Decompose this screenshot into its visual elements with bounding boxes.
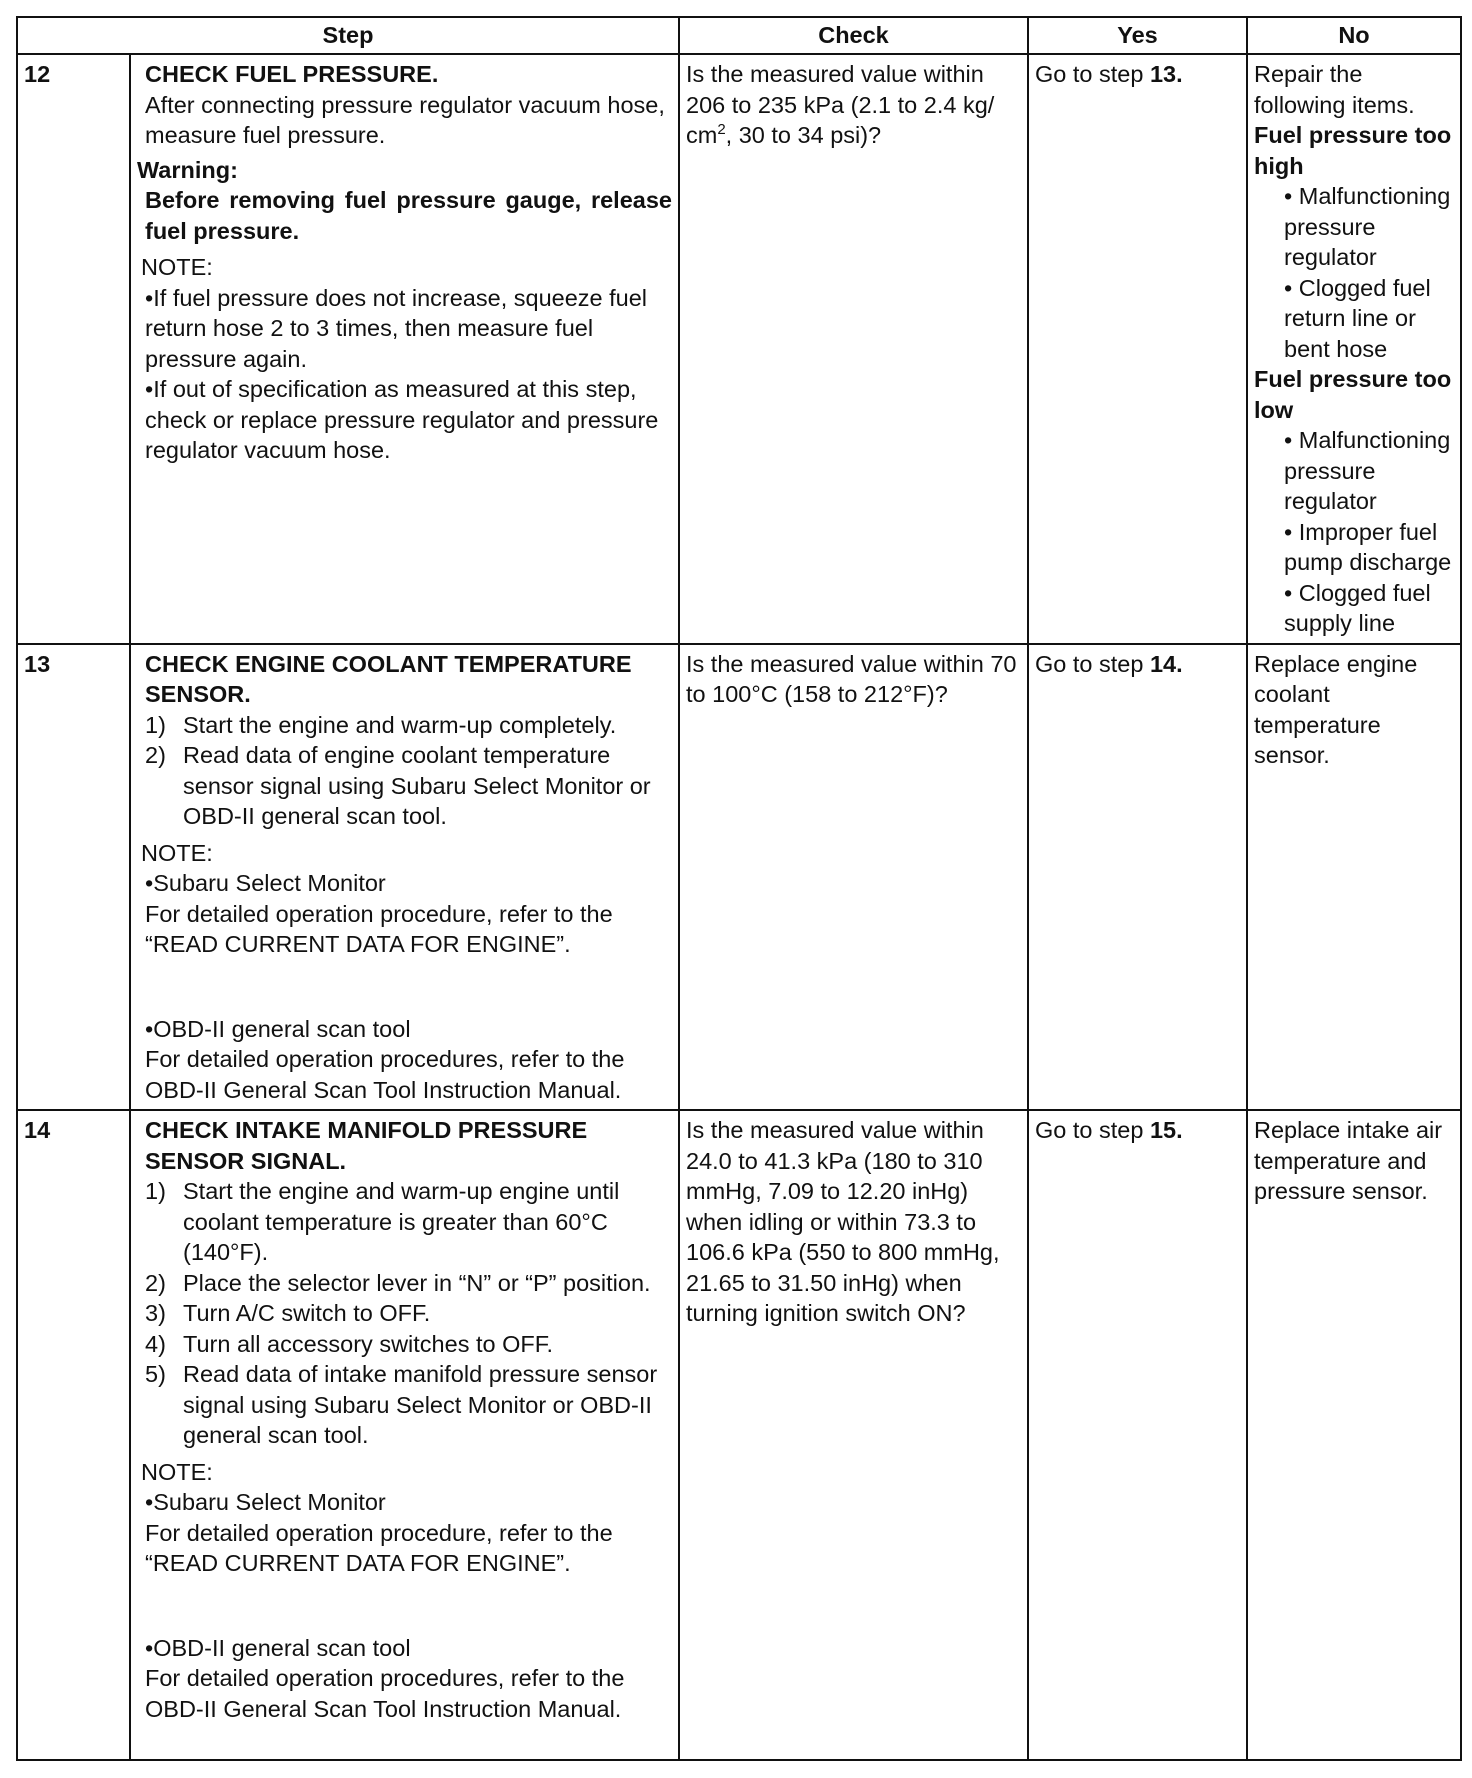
procedure-step: 1) Start the engine and warm-up completely. [145,711,617,738]
step-number: 14 [17,1110,130,1760]
header-yes: Yes [1028,17,1247,54]
procedure-step: 4) Turn all accessory switches to OFF. [145,1330,554,1357]
yes-prefix: Go to step [1035,61,1150,87]
diagnostic-table-container [16,16,1462,1761]
yes-step-link[interactable]: 15. [1149,1117,1183,1143]
table-header-row [17,17,1461,54]
note-item-text: For detailed operation procedure, refer to the “READ CURRENT DATA FOR ENGINE”. [145,900,613,957]
no-group-heading: Fuel pressure too low [1254,366,1452,423]
note-label: NOTE: [141,254,213,280]
procedure-step: 3) Turn A/C switch to OFF. [145,1300,431,1326]
step-title: CHECK INTAKE MANIFOLD PRESSURE SENSOR SIGNAL. [145,1117,588,1174]
bullet-icon: • [1284,274,1293,301]
header-no: No [1247,17,1461,54]
step-title: CHECK FUEL PRESSURE. [145,61,439,87]
table-row [17,54,1461,644]
procedure-step: 2) Place the selector lever in “N” or “P” position. [145,1269,651,1296]
table-row [17,644,1461,1111]
yes-step-link[interactable]: 13. [1149,61,1183,87]
list-item: • Malfunctioning pressure regulator [1284,183,1451,270]
list-item: • Clogged fuel return line or bent hose [1284,274,1431,362]
check-cell: Is the measured value within 24.0 to 41.3 kPa (180 to 310 mmHg, 7.09 to 12.20 inHg) when idling or within 73.3 to 106.6 kPa (550 to 800 mmHg, 21.65 to 31.50 inHg) when turning ignition switch ON? [679,1110,1028,1760]
step-description [130,1110,679,1760]
procedure-step: 1) Start the engine and warm-up engine until coolant temperature is greater than 60°C (140°F). [145,1178,620,1265]
yes-cell [1028,644,1247,1111]
no-cell: Replace intake air temperature and pressure sensor. [1247,1110,1461,1760]
note-item-text: For detailed operation procedures, refer to the OBD-II General Scan Tool Instruction Manual. [145,1046,625,1103]
note-item-title: •Subaru Select Monitor [145,1489,386,1515]
bullet-icon: • [1284,183,1293,209]
procedure-list [137,710,672,832]
step-description [130,54,679,644]
diagnostic-table [16,16,1462,1761]
note-item-text: For detailed operation procedures, refer to the OBD-II General Scan Tool Instruction Manual. [145,1665,625,1722]
check-superscript: 2 [717,121,726,139]
note-item-title: •OBD-II general scan tool [145,1015,411,1042]
yes-step-link[interactable]: 14. [1149,650,1183,677]
check-text: Is the measured value within 206 to 235 kPa (2.1 to 2.4 kg/ cm [686,61,995,148]
check-cell: Is the measured value within 70 to 100°C (158 to 212°F)? [679,644,1028,1111]
step-description [130,644,679,1111]
header-check: Check [679,17,1028,54]
check-text-end: , 30 to 34 psi)? [725,122,882,148]
note-item-title: •Subaru Select Monitor [145,870,386,896]
procedure-step: 2) Read data of engine coolant temperature sensor signal using Subaru Select Monitor or OBD-II general scan tool. [145,742,651,829]
step-number: 13 [17,644,130,1111]
bullet-icon: • [1284,579,1293,606]
yes-prefix: Go to step [1035,1117,1150,1143]
bullet-icon: • [1284,518,1293,545]
no-intro: Repair the following items. [1254,61,1415,118]
note-item: •If fuel pressure does not increase, squeeze fuel return hose 2 to 3 times, then measure fuel pressure again. [145,284,648,372]
step-number: 12 [17,54,130,644]
no-cell: Replace engine coolant temperature sensor. [1247,644,1461,1111]
note-label: NOTE: [141,1458,213,1485]
bullet-icon: • [1284,427,1293,453]
step-text: After connecting pressure regulator vacuum hose, measure fuel pressure. [145,91,665,148]
warning-label: Warning: [137,156,238,183]
list-item: • Improper fuel pump discharge [1284,518,1452,575]
note-item-text: For detailed operation procedure, refer to the “READ CURRENT DATA FOR ENGINE”. [145,1519,613,1576]
list-item: • Clogged fuel supply line [1284,579,1431,636]
no-cell [1247,54,1461,644]
warning-text: Before removing fuel pressure gauge, release fuel pressure. [145,187,672,244]
yes-prefix: Go to step [1035,650,1150,677]
table-row [17,1110,1461,1760]
check-cell [679,54,1028,644]
header-step: Step [17,17,679,54]
step-title: CHECK ENGINE COOLANT TEMPERATURE SENSOR. [145,650,632,707]
no-group-list [1254,425,1454,639]
procedure-list [137,1176,672,1451]
yes-cell [1028,1110,1247,1760]
note-item-title: •OBD-II general scan tool [145,1634,411,1661]
no-group-list [1254,181,1454,364]
list-item: • Malfunctioning pressure regulator [1284,427,1451,514]
yes-cell [1028,54,1247,644]
note-label: NOTE: [141,839,213,866]
note-item: •If out of specification as measured at this step, check or replace pressure regulator and pressure regulator vacuum hose. [145,376,659,463]
no-group-heading: Fuel pressure too high [1254,122,1452,179]
procedure-step: 5) Read data of intake manifold pressure sensor signal using Subaru Select Monitor or OBD-II general scan tool. [145,1361,658,1448]
